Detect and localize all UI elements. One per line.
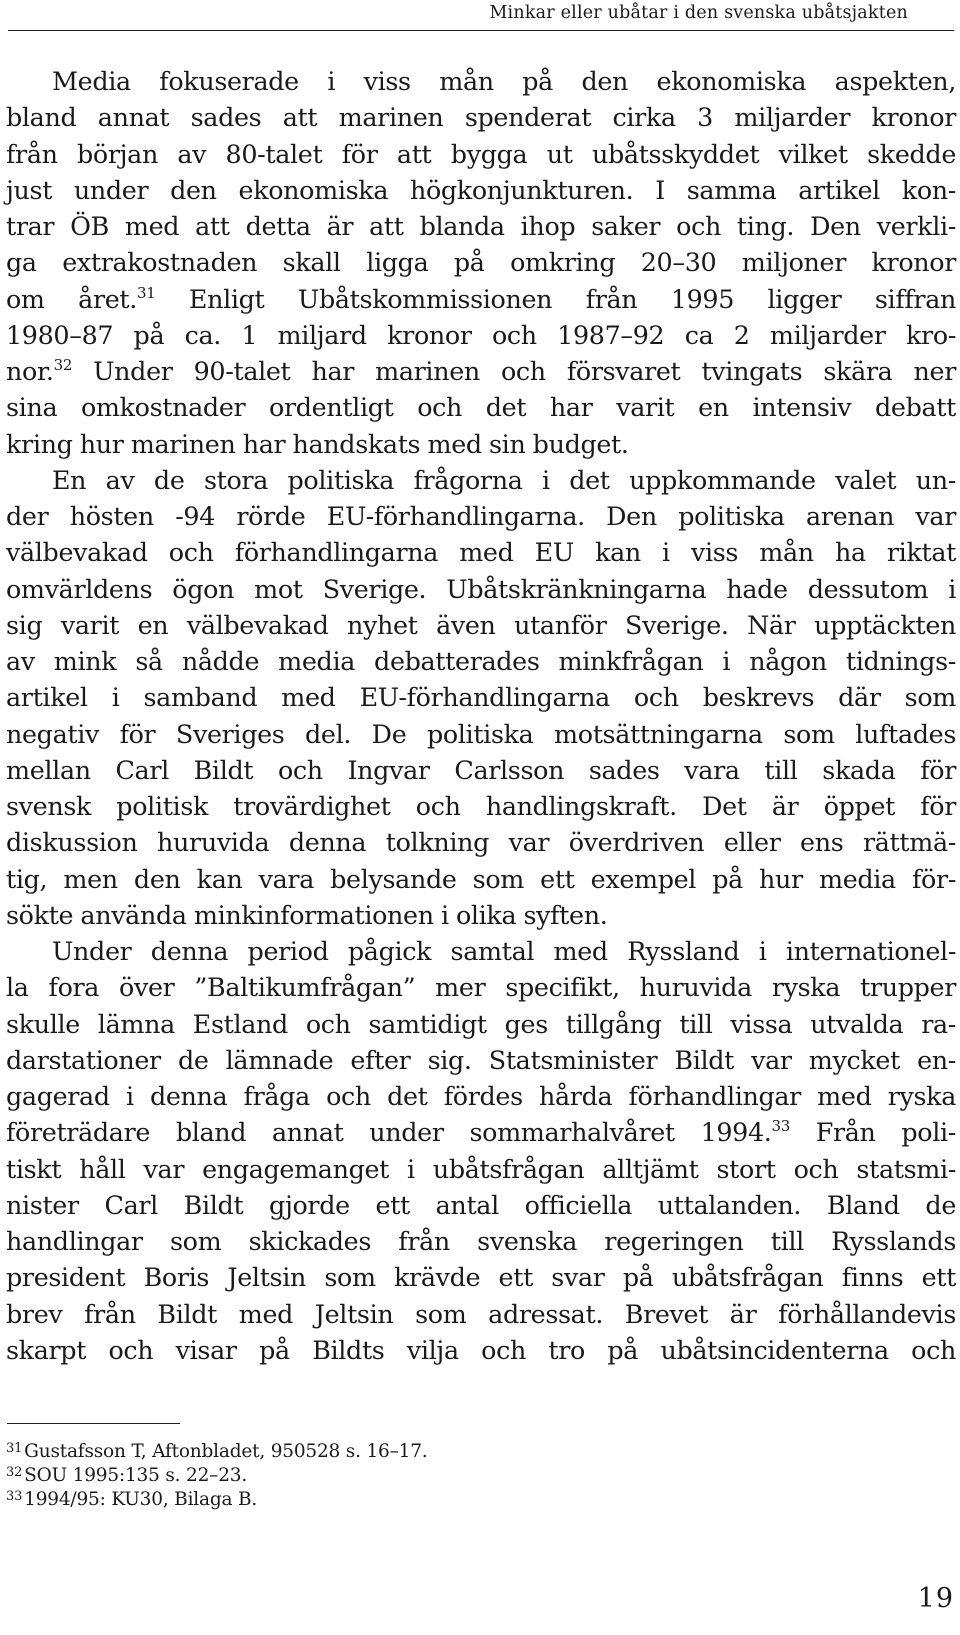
text-line bbox=[6, 426, 956, 462]
footnote-text: SOU 1995:135 s. 22–23. bbox=[24, 1465, 248, 1486]
text-line-content: bland annat sades att marinen spenderat cirka 3 miljarder kronor bbox=[6, 102, 956, 133]
text-line bbox=[6, 716, 956, 752]
text-line bbox=[6, 208, 956, 244]
text-line-content: skulle lämna Estland och samtidigt ges tillgång till vissa utvalda ra- bbox=[6, 1008, 956, 1039]
text-line-content: handlingar som skickades från svenska regeringen till Rysslands bbox=[6, 1226, 956, 1256]
footnote-number: 33 bbox=[6, 1489, 23, 1504]
footnote bbox=[6, 1488, 906, 1512]
running-header bbox=[8, 0, 954, 31]
text-line-continuation: Från poli- bbox=[789, 1117, 956, 1148]
footnote-reference[interactable]: 31 bbox=[137, 283, 156, 302]
page-number: 19 bbox=[917, 1583, 954, 1614]
body-text bbox=[6, 63, 956, 1368]
text-line-content: ga extrakostnaden skall ligga på omkring 20–30 miljoner kronor bbox=[6, 247, 956, 278]
text-line-content: svensk politisk trovärdighet och handlingskraft. Det är öppet för bbox=[6, 791, 956, 821]
footnote bbox=[6, 1440, 906, 1464]
text-line bbox=[6, 534, 956, 570]
text-line bbox=[6, 1042, 956, 1078]
text-line-content: välbevakad och förhandlingarna med EU kan i viss mån ha riktat bbox=[6, 537, 956, 568]
footnote-reference[interactable]: 33 bbox=[771, 1117, 790, 1136]
footnote-text: Gustafsson T, Aftonbladet, 950528 s. 16–17. bbox=[24, 1441, 428, 1462]
text-line bbox=[6, 969, 956, 1005]
text-line-content: skarpt och visar på Bildts vilja och tro på ubåtsincidenterna och bbox=[6, 1334, 956, 1365]
text-line bbox=[6, 861, 956, 897]
text-line bbox=[6, 824, 956, 860]
text-line-content: diskussion huruvida denna tolkning var överdriven eller ens rättmä- bbox=[6, 827, 956, 858]
text-line-content: sina omkostnader ordentligt och det har varit en intensiv debatt bbox=[6, 392, 956, 423]
text-line bbox=[6, 788, 956, 824]
text-line bbox=[6, 607, 956, 643]
text-line bbox=[6, 1259, 956, 1295]
text-line bbox=[6, 897, 956, 933]
text-line-content: sökte använda minkinformationen i olika syften. bbox=[6, 899, 608, 930]
text-line bbox=[6, 353, 956, 389]
text-line-content: sig varit en välbevakad nyhet även utanför Sverige. När upptäckten bbox=[6, 609, 956, 640]
footnote-text: 1994/95: KU30, Bilaga B. bbox=[24, 1489, 258, 1510]
text-line-content: 1980–87 på ca. 1 miljard kronor och 1987–92 ca 2 miljarder kro- bbox=[6, 319, 956, 350]
text-line bbox=[6, 1187, 956, 1223]
text-line-content: från början av 80-talet för att bygga ut ubåtsskyddet vilket skedde bbox=[6, 138, 956, 169]
text-line bbox=[6, 281, 956, 317]
text-line bbox=[6, 1006, 956, 1042]
footnote bbox=[6, 1464, 906, 1488]
text-line bbox=[6, 389, 956, 425]
text-line bbox=[6, 172, 956, 208]
footnote-number: 31 bbox=[6, 1441, 23, 1456]
text-line-content: la fora över ”Baltikumfrågan” mer specifikt, huruvida ryska trupper bbox=[6, 972, 956, 1003]
footnotes bbox=[6, 1440, 906, 1512]
text-line-content: negativ för Sveriges del. De politiska motsättningarna som luftades bbox=[6, 718, 956, 749]
text-line-content: brev från Bildt med Jeltsin som adressat. Brevet är förhållandevis bbox=[6, 1298, 956, 1329]
text-line-content: Under denna period pågick samtal med Ryssland i internationel- bbox=[52, 936, 956, 966]
text-line bbox=[6, 1332, 956, 1368]
text-line bbox=[6, 1114, 956, 1150]
text-line-content: president Boris Jeltsin som krävde ett svar på ubåtsfrågan finns ett bbox=[6, 1262, 956, 1293]
footnote-divider bbox=[7, 1423, 180, 1424]
running-title: Minkar eller ubåtar i den svenska ubåtsjakten bbox=[489, 3, 908, 23]
text-line bbox=[6, 498, 956, 534]
text-line bbox=[6, 63, 956, 99]
text-line-content: kring hur marinen har handskats med sin budget. bbox=[6, 428, 629, 459]
text-line bbox=[6, 1296, 956, 1332]
footnote-reference[interactable]: 32 bbox=[53, 356, 73, 374]
text-line bbox=[6, 99, 956, 135]
text-line-continuation: Enligt Ubåtskommissionen från 1995 ligger siffran bbox=[155, 283, 956, 314]
text-line bbox=[6, 1078, 956, 1114]
text-line bbox=[6, 1223, 956, 1259]
text-line-content: nister Carl Bildt gjorde ett antal officiella uttalanden. Bland de bbox=[6, 1189, 956, 1220]
text-line bbox=[6, 643, 956, 679]
text-line bbox=[6, 571, 956, 607]
text-line-content: av mink så nådde media debatterades minkfrågan i någon tidnings- bbox=[6, 646, 956, 676]
text-line-content: En av de stora politiska frågorna i det uppkommande valet un- bbox=[52, 464, 956, 495]
text-line bbox=[6, 136, 956, 172]
text-line bbox=[6, 244, 956, 280]
text-line bbox=[6, 462, 956, 498]
text-line-content: företrädare bland annat under sommarhalvåret 1994. bbox=[6, 1117, 772, 1148]
text-line bbox=[6, 752, 956, 788]
text-line-content: just under den ekonomiska högkonjunkturen. I samma artikel kon- bbox=[6, 174, 956, 205]
text-line-continuation: Under 90-talet har marinen och försvaret tvingats skära ner bbox=[72, 356, 956, 386]
text-line-content: Media fokuserade i viss mån på den ekonomiska aspekten, bbox=[52, 66, 956, 96]
text-line-content: omvärldens ögon mot Sverige. Ubåtskränkningarna hade dessutom i bbox=[6, 573, 956, 604]
text-line-content: om året. bbox=[6, 283, 138, 314]
text-line-content: nor. bbox=[6, 356, 54, 386]
text-line-content: gagerad i denna fråga och det fördes hårda förhandlingar med ryska bbox=[6, 1081, 956, 1111]
text-line-content: tig, men den kan vara belysande som ett exempel på hur media för- bbox=[6, 863, 956, 894]
text-line-content: artikel i samband med EU-förhandlingarna och beskrevs där som bbox=[6, 682, 956, 713]
text-line-content: darstationer de lämnade efter sig. Statsminister Bildt var mycket en- bbox=[6, 1044, 956, 1075]
text-line bbox=[6, 933, 956, 969]
text-line bbox=[6, 317, 956, 353]
footnote-number: 32 bbox=[6, 1465, 23, 1480]
text-line bbox=[6, 1151, 956, 1187]
text-line bbox=[6, 679, 956, 715]
text-line-content: tiskt håll var engagemanget i ubåtsfrågan alltjämt stort och statsmi- bbox=[6, 1153, 956, 1184]
text-line-content: mellan Carl Bildt och Ingvar Carlsson sades vara till skada för bbox=[6, 754, 956, 785]
text-line-content: trar ÖB med att detta är att blanda ihop saker och ting. Den verkli- bbox=[6, 211, 956, 241]
text-line-content: der hösten -94 rörde EU-förhandlingarna. Den politiska arenan var bbox=[6, 501, 956, 531]
